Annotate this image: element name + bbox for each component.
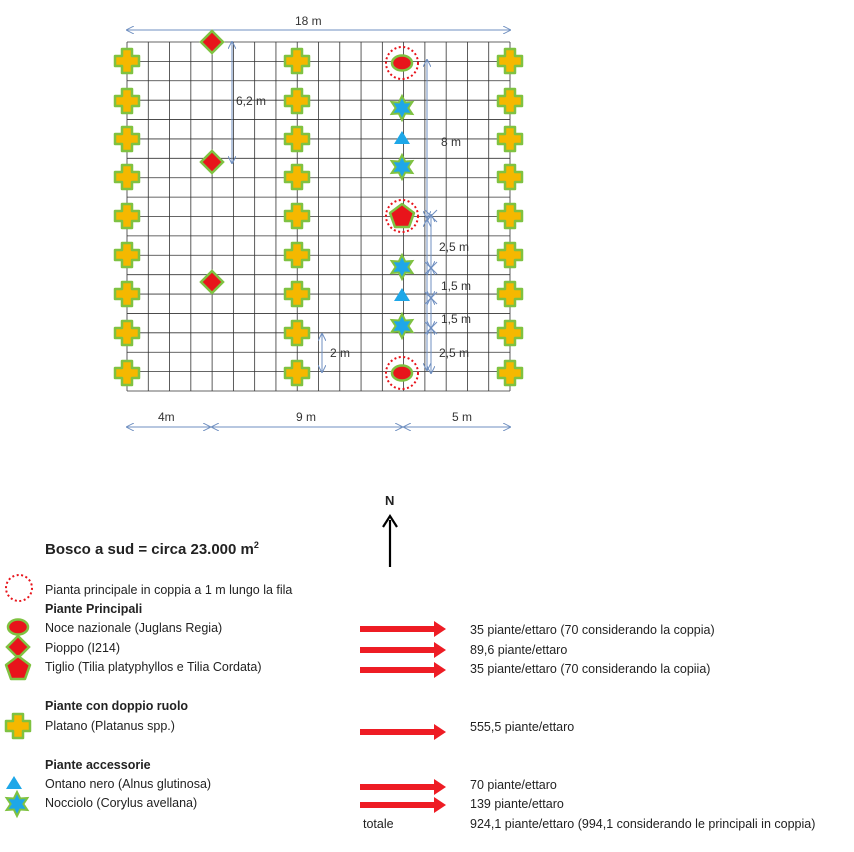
platano-icon — [498, 165, 522, 189]
platano-icon — [115, 89, 139, 113]
red-arrow-icon — [360, 621, 446, 637]
red-arrow-icon — [360, 779, 446, 795]
tiglio-icon — [390, 204, 414, 227]
platano-icon — [498, 282, 522, 306]
platano-icon — [285, 361, 309, 385]
density-ontano: 70 piante/ettaro — [470, 778, 557, 792]
legend-nocciolo: Nocciolo (Corylus avellana) — [45, 796, 198, 810]
platano-icon — [115, 361, 139, 385]
nocciolo-icon — [392, 314, 413, 338]
dim-1-5-b: 1,5 m — [441, 312, 472, 326]
legend-icons — [6, 575, 32, 816]
platano-icon — [285, 243, 309, 267]
ontano-icon — [6, 776, 22, 789]
dim-col-spacing: 8 m — [441, 135, 462, 149]
dim-2-5-bot: 2,5 m — [439, 346, 470, 360]
density-platano: 555,5 piante/ettaro — [470, 720, 575, 734]
legend-platano: Platano (Platanus spp.) — [45, 719, 175, 733]
platano-icon — [498, 127, 522, 151]
dim-row-2m: 2 m — [330, 346, 351, 360]
legend-totale-label: totale — [363, 817, 394, 831]
density-tiglio: 35 piante/ettaro (70 considerando la copiia) — [470, 662, 711, 676]
tiglio-icon — [6, 656, 30, 679]
density-totale: 924,1 piante/ettaro (994,1 considerando le principali in coppia) — [470, 817, 816, 831]
legend-pioppo: Pioppo (I214) — [45, 641, 121, 655]
noce-icon — [392, 366, 412, 381]
pair-circle-icon — [6, 575, 32, 601]
platano-icon — [285, 89, 309, 113]
platano-icon — [285, 204, 309, 228]
red-arrow-icon — [360, 797, 446, 813]
pioppo-icon — [7, 636, 29, 658]
dim-seg-mid: 9 m — [296, 410, 317, 424]
nocciolo-icon — [7, 792, 28, 816]
legend-double-header: Piante con doppio ruolo — [45, 699, 189, 713]
density-pioppo: 89,6 piante/ettaro — [470, 643, 568, 657]
platano-icon — [115, 127, 139, 151]
platano-icon — [115, 204, 139, 228]
density-nocciolo: 139 piante/ettaro — [470, 797, 564, 811]
page-title: Bosco a sud = circa 23.000 $m^2$ — [45, 540, 259, 558]
dim-2-5-top: 2,5 m — [439, 240, 470, 254]
planting-grid — [127, 42, 510, 391]
ontano-icon — [394, 131, 410, 144]
density-noce: 35 piante/ettaro (70 considerando la coppia) — [470, 623, 715, 637]
dim-total-width: 18 m — [295, 14, 322, 28]
ontano-icon — [394, 288, 410, 301]
platano-icon — [115, 243, 139, 267]
platano-icon — [115, 49, 139, 73]
platano-icon — [498, 321, 522, 345]
noce-icon — [8, 620, 28, 635]
platano-icon — [285, 165, 309, 189]
legend-ontano: Ontano nero (Alnus glutinosa) — [45, 777, 212, 791]
dim-seg-right: 5 m — [452, 410, 473, 424]
nocciolo-icon — [392, 255, 413, 279]
nocciolo-icon — [392, 96, 413, 120]
legend-noce: Noce nazionale (Juglans Regia) — [45, 621, 223, 635]
platano-icon — [498, 89, 522, 113]
platano-icon — [498, 204, 522, 228]
density-arrows — [360, 621, 446, 813]
platano-icon — [498, 49, 522, 73]
platano-icon — [498, 243, 522, 267]
platano-icon — [285, 49, 309, 73]
north-label: N — [385, 493, 395, 508]
pioppo-icon — [201, 31, 223, 53]
platano-icon — [115, 165, 139, 189]
platano-icon — [115, 282, 139, 306]
red-arrow-icon — [360, 662, 446, 678]
dim-seg-left: 4m — [158, 410, 175, 424]
north-arrow-icon — [383, 516, 397, 567]
platano-icon — [285, 321, 309, 345]
dim-poplar-spacing: 6,2 m — [236, 94, 267, 108]
platano-icon — [498, 361, 522, 385]
legend-principal-header: Piante Principali — [45, 602, 143, 616]
pioppo-icon — [201, 151, 223, 173]
platano-icon — [6, 714, 30, 738]
red-arrow-icon — [360, 642, 446, 658]
legend-tiglio: Tiglio (Tilia platyphyllos e Tilia Cordata) — [45, 660, 262, 674]
platano-icon — [285, 127, 309, 151]
legend-pair-note: Pianta principale in coppia a 1 m lungo la fila — [45, 583, 293, 597]
noce-icon — [392, 56, 412, 71]
legend-accessory-header: Piante accessorie — [45, 758, 151, 772]
platano-icon — [115, 321, 139, 345]
red-arrow-icon — [360, 724, 446, 740]
dim-1-5-a: 1,5 m — [441, 279, 472, 293]
platano-icon — [285, 282, 309, 306]
